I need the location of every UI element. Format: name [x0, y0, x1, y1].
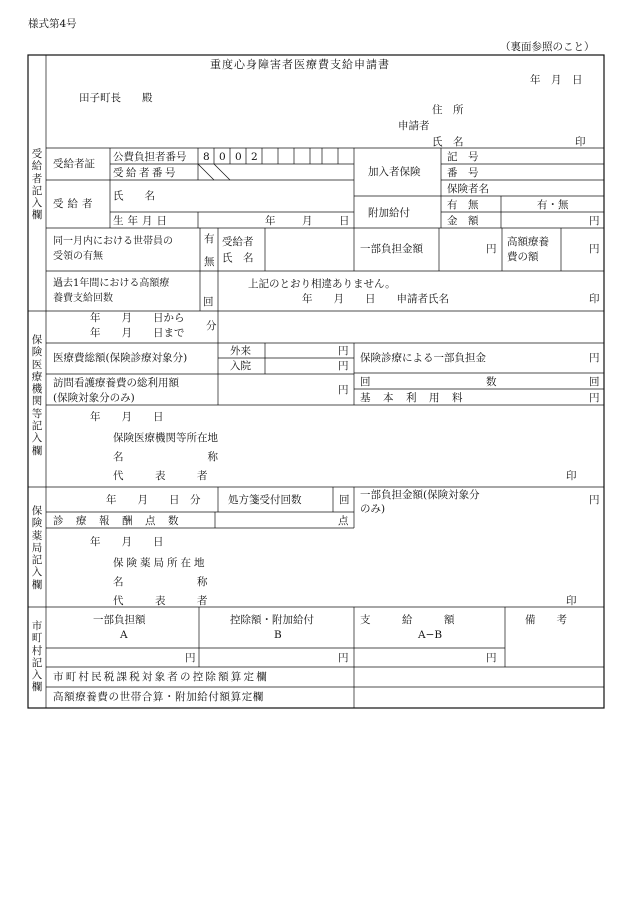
points-unit: 点: [338, 515, 349, 527]
section-medical-label: 保険医療機関等記入欄: [31, 334, 43, 457]
amount-yen: 円: [589, 215, 600, 227]
number-label: 番 号: [447, 167, 479, 179]
institution-rep-label: 代 表 者: [113, 470, 208, 482]
copay-yen: 円: [486, 243, 497, 255]
visit-nursing-label-line2: (保険対象分のみ): [53, 392, 135, 404]
applicant-address-label: 住 所: [432, 104, 464, 116]
payer-digit-3: 0: [235, 151, 242, 163]
copay-a-letter: A: [120, 629, 128, 641]
pharmacy-copay-line1: 一部負担金額(保険対象分: [360, 489, 480, 501]
payer-digit-2: 0: [219, 151, 226, 163]
amount-label: 金 額: [447, 215, 479, 227]
copay-a-yen: 円: [185, 652, 196, 664]
insurer-name-label: 保険者名: [447, 183, 489, 195]
section-pharmacy-label: 保険薬局記入欄: [31, 505, 43, 591]
medical-date: 年 月 日: [90, 411, 164, 423]
pharmacy-rep-label: 代 表 者: [113, 595, 208, 607]
section-municipal-label: 市町村記入欄: [31, 620, 43, 694]
copay-a-label: 一部負担額: [93, 614, 146, 626]
deduction-b-letter: B: [274, 629, 282, 641]
pharmacy-copay-line2: のみ): [360, 503, 386, 515]
recipient-cert-label: 受給者証: [53, 158, 95, 170]
birth-year: 年: [265, 215, 276, 227]
kogaku-household-row-label: 高額療養費の世帯合算・附加給付額算定欄: [53, 691, 264, 703]
extra-benefit-label: 附加給付: [368, 207, 410, 219]
kogaku-yen: 円: [589, 243, 600, 255]
applicant-sign-seal: 印: [589, 293, 600, 305]
addressee: 田子町長 殿: [79, 92, 153, 104]
visit-count-su: 数: [486, 376, 497, 388]
section-recipient-label: 受給者記入欄: [31, 148, 43, 222]
recipient-number-label: 受給者番号: [113, 167, 178, 179]
tax-deduction-row-label: 市町村民税課税対象者の控除額算定欄: [53, 671, 269, 683]
rx-count-unit: 回: [339, 494, 350, 506]
visit-nursing-yen: 円: [338, 384, 349, 396]
pharmacy-address-label: 保険薬局所在地: [113, 557, 208, 569]
household-recipient-label: 受給者: [222, 236, 254, 248]
symbol-label: 記 号: [447, 151, 479, 163]
applicant-seal: 印: [575, 136, 586, 148]
applicant-sign-line: 年 月 日 申請者氏名: [302, 293, 449, 305]
visit-nursing-label-line1: 訪問看護療養費の総利用額: [53, 377, 179, 389]
inpatient-yen: 円: [338, 360, 349, 372]
insurance-label: 加入者保険: [368, 166, 421, 178]
birth-month: 月: [302, 215, 313, 227]
form-title: 重度心身障害者医療費支給申請書: [210, 58, 390, 71]
medical-total-label: 医療費総額(保険診療対象分): [53, 352, 188, 364]
payer-digit-4: 2: [251, 151, 258, 163]
pharmacy-date: 年 月 日: [90, 536, 164, 548]
visit-count-unit: 回: [589, 376, 600, 388]
period-to: 年 月 日まで: [90, 327, 185, 339]
recipient-name-label: 氏 名: [113, 190, 155, 202]
payment-yen: 円: [486, 652, 497, 664]
household-question-line2: 受領の有無: [53, 251, 103, 262]
outpatient-yen: 円: [338, 345, 349, 357]
pharmacy-seal: 印: [566, 595, 577, 607]
points-label: 診 療 報 酬 点 数: [53, 515, 180, 527]
insured-copay-yen: 円: [589, 352, 600, 364]
past-year-label-line2: 養費支給回数: [53, 293, 113, 304]
past-year-count-unit: 回: [203, 296, 214, 308]
kogaku-label-line2: 費の額: [507, 251, 539, 263]
confirmation-statement: 上記のとおり相違ありません。: [248, 278, 396, 290]
deduction-b-label: 控除額・附加給付: [230, 614, 314, 626]
copay-amount-label: 一部負担金額: [360, 243, 423, 255]
has-none-choice[interactable]: 有・無: [537, 199, 569, 211]
basic-fee-label: 基 本 利 用 料: [360, 392, 464, 404]
application-date: 年 月 日: [530, 74, 583, 86]
past-year-label-line1: 過去1年間における高額療: [53, 278, 170, 289]
pharmacy-name-label: 名 称: [113, 576, 208, 588]
applicant-label: 申請者: [398, 120, 430, 132]
form-number: 様式第4号: [28, 18, 77, 30]
has-none-label: 有 無: [447, 199, 479, 211]
institution-seal: 印: [566, 470, 577, 482]
visit-count-label: 回: [360, 376, 371, 388]
period-bun: 分: [206, 320, 217, 332]
outpatient-label: 外来: [230, 345, 251, 357]
household-yes[interactable]: 有: [204, 233, 215, 245]
birthdate-label: 生年月日: [113, 215, 171, 227]
household-name-label: 氏 名: [222, 252, 254, 264]
inpatient-label: 入院: [230, 360, 251, 372]
insured-copay-label: 保険診療による一部負担金: [360, 352, 486, 364]
rx-count-label: 処方箋受付回数: [228, 494, 302, 506]
institution-address-label: 保険医療機関等所在地: [113, 432, 218, 444]
payer-digit-1: 8: [203, 151, 210, 163]
period-from: 年 月 日から: [90, 312, 185, 324]
kogaku-label-line1: 高額療養: [507, 236, 549, 248]
payment-label: 支 給 額: [360, 614, 455, 626]
back-reference-note: （裏面参照のこと）: [500, 41, 595, 53]
birth-day: 日: [339, 215, 350, 227]
pharmacy-copay-yen: 円: [589, 494, 600, 506]
recipient-label: 受給者: [53, 198, 97, 210]
household-no[interactable]: 無: [204, 256, 215, 268]
notes-label: 備 考: [525, 614, 567, 626]
pharmacy-date-bun: 年 月 日 分: [106, 494, 201, 506]
payer-number-label: 公費負担者番号: [113, 151, 187, 163]
payment-formula: A−B: [418, 629, 443, 641]
deduction-b-yen: 円: [338, 652, 349, 664]
basic-fee-yen: 円: [589, 392, 600, 404]
applicant-name-label: 氏 名: [432, 136, 464, 148]
household-question-line1: 同一月内における世帯員の: [53, 236, 173, 247]
institution-name-label: 名 称: [113, 451, 218, 463]
